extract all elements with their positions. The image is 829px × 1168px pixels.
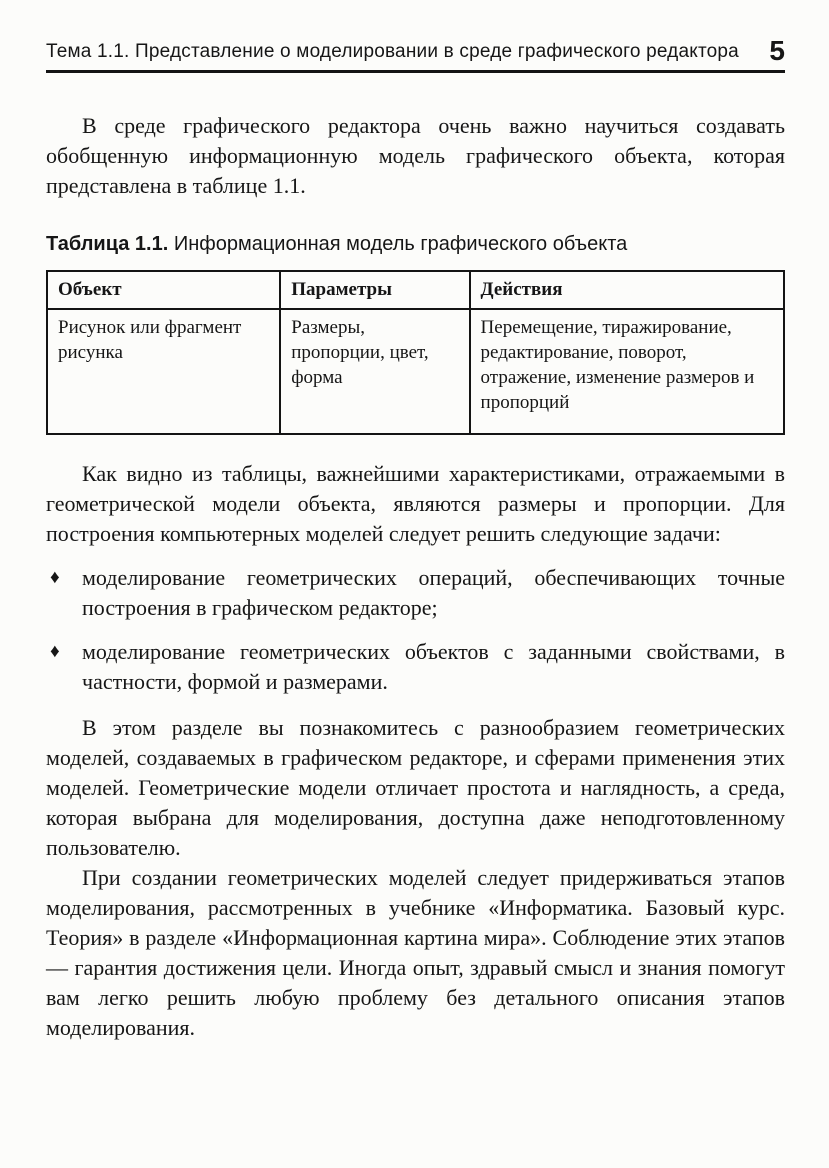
tasks-bullet-list: [46, 563, 785, 697]
bullet-text: моделирование геометрических объектов с заданными свойствами, в частности, формой и размерами.: [82, 639, 785, 695]
table-cell-object: Рисунок или фрагмент рисунка: [47, 309, 280, 434]
table-header-params: Параметры: [280, 271, 469, 309]
table-caption: [46, 233, 785, 256]
diamond-bullet-icon: ♦: [50, 641, 60, 663]
information-model-table: [46, 270, 785, 435]
table-header-object: Объект: [47, 271, 280, 309]
chapter-title: Тема 1.1. Представление о моделировании в среде графического редактора: [46, 41, 739, 63]
bullet-text: моделирование геометрических операций, обеспечивающих точные построения в графическом редакторе;: [82, 565, 785, 621]
table-cell-actions: Перемещение, тиражирование, редактирование, поворот, отражение, изменение размеров и пропорций: [470, 309, 784, 434]
intro-paragraph: В среде графического редактора очень важно научиться создавать обобщенную информационную модель графического объекта, которая представлена в таблице 1.1.: [46, 113, 785, 199]
table-row: [47, 309, 784, 434]
running-head: [46, 35, 785, 73]
table-header-row: [47, 271, 784, 309]
table-caption-text: Информационная модель графического объекта: [168, 233, 628, 256]
list-item: [46, 563, 785, 623]
page-number: 5: [769, 35, 785, 66]
diamond-bullet-icon: ♦: [50, 567, 60, 589]
table-caption-label: Таблица 1.1.: [46, 233, 169, 256]
after-table-paragraph: Как видно из таблицы, важнейшими характеристиками, отражаемыми в геометрической модели объекта, являются размеры и пропорции. Для построения компьютерных моделей следует решить следующие задачи:: [46, 461, 785, 547]
table-header-actions: Действия: [470, 271, 784, 309]
list-item: [46, 637, 785, 697]
closing-paragraph: При создании геометрических моделей следует придерживаться этапов моделирования, рассмотренных в учебнике «Информатика. Базовый курс. Теория» в разделе «Информационная картина мира». Соблюдение этих этапов — гарантия достижения цели. Иногда опыт, здравый смысл и знания помогут вам легко решить любую проблему без детального описания этапов моделирования.: [46, 865, 785, 1041]
table-cell-params: Размеры, пропорции, цвет, форма: [280, 309, 469, 434]
section-paragraph: В этом разделе вы познакомитесь с разнообразием геометрических моделей, создаваемых в графическом редакторе, и сферами применения этих моделей. Геометрические модели отличает простота и наглядность, а среда, которая выбрана для моделирования, доступна даже неподготовленному пользователю.: [46, 715, 785, 861]
